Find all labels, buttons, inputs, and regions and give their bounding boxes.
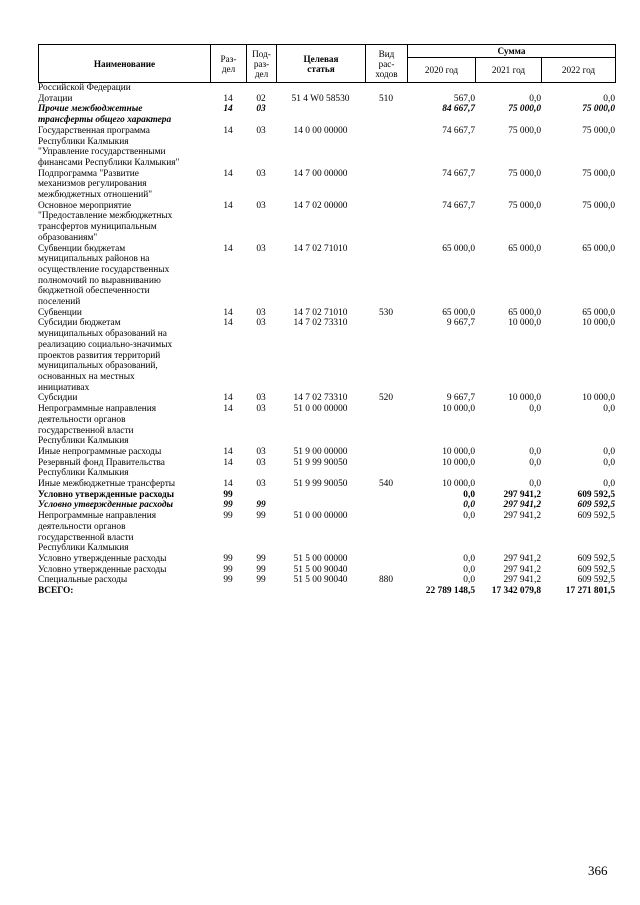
row-vid-rashodov: 520 xyxy=(378,393,394,404)
row-sum-2021: 75 000,0 xyxy=(508,200,541,211)
row-sum-2021: 0,0 xyxy=(529,479,541,490)
header-vid-rashodov: Вид рас- ходов xyxy=(366,45,408,83)
row-podrazdel: 03 xyxy=(256,318,266,329)
row-celevaya-statya xyxy=(276,104,365,125)
row-podrazdel: 03 xyxy=(256,200,266,211)
row-vid-rashodov xyxy=(365,404,407,447)
row-podrazdel: 03 xyxy=(256,104,266,115)
row-sum-2021: 10 000,0 xyxy=(508,318,541,329)
row-sum-2021: 297 941,2 xyxy=(503,489,541,500)
row-celevaya-statya xyxy=(276,500,365,511)
row-sum-2020: 65 000,0 xyxy=(442,243,475,254)
row-podrazdel: 03 xyxy=(256,479,266,490)
row-podrazdel: 03 xyxy=(256,168,266,179)
row-razdel: 14 xyxy=(223,200,233,211)
row-razdel: 99 xyxy=(223,564,233,575)
row-name: Специальные расходы xyxy=(38,575,128,586)
row-sum-2021: 65 000,0 xyxy=(508,243,541,254)
row-name: Субвенции бюджетам муниципальных районов на осуществление государственных полномочий по выравниванию бюджетной обеспеченности поселений xyxy=(38,243,170,308)
row-sum-2021: 0,0 xyxy=(529,404,541,415)
row-vid-rashodov xyxy=(365,104,407,125)
table-row xyxy=(38,511,615,554)
table-row xyxy=(38,393,615,404)
table-row xyxy=(38,94,615,105)
row-sum-2022: 609 592,5 xyxy=(577,500,615,511)
row-sum-2020: 22 789 148,5 xyxy=(425,586,475,597)
row-sum-2020: 0,0 xyxy=(463,564,475,575)
row-name: Субсидии бюджетам муниципальных образований на реализацию социально-значимых проектов развития территорий муниципальных образований, основанных на местных инициативах xyxy=(38,318,173,393)
row-sum-2020: 0,0 xyxy=(463,575,475,586)
row-podrazdel: 99 xyxy=(256,553,266,564)
row-sum-2020 xyxy=(407,83,475,94)
row-sum-2021: 10 000,0 xyxy=(508,393,541,404)
row-podrazdel: 03 xyxy=(256,446,266,457)
table-row xyxy=(38,83,615,94)
row-razdel: 99 xyxy=(223,575,233,586)
row-razdel: 14 xyxy=(223,457,233,468)
row-razdel: 99 xyxy=(223,489,233,500)
row-sum-2020: 84 667,7 xyxy=(442,104,475,115)
row-sum-2021: 0,0 xyxy=(529,457,541,468)
row-name: Подпрограмма "Развитие механизмов регулирования межбюджетных отношений" xyxy=(38,168,153,201)
row-vid-rashodov xyxy=(365,201,407,244)
row-sum-2020: 74 667,7 xyxy=(442,200,475,211)
row-name: ВСЕГО: xyxy=(38,586,74,597)
row-sum-2020: 74 667,7 xyxy=(442,125,475,136)
row-sum-2020: 0,0 xyxy=(463,489,475,500)
row-razdel: 14 xyxy=(223,307,233,318)
row-sum-2022: 75 000,0 xyxy=(582,168,615,179)
table-row xyxy=(38,500,615,511)
header-year-2020: 2020 год xyxy=(408,58,476,83)
row-sum-2020: 10 000,0 xyxy=(442,404,475,415)
row-sum-2022: 65 000,0 xyxy=(582,307,615,318)
row-razdel: 99 xyxy=(223,500,233,511)
row-vid-rashodov xyxy=(365,586,407,597)
row-razdel: 99 xyxy=(223,511,233,522)
row-name: Дотации xyxy=(38,93,73,104)
row-vid-rashodov xyxy=(365,126,407,169)
row-vid-rashodov: 530 xyxy=(378,307,394,318)
row-podrazdel: 03 xyxy=(256,404,266,415)
row-sum-2022: 75 000,0 xyxy=(582,125,615,136)
row-vid-rashodov: 510 xyxy=(378,93,394,104)
row-celevaya-statya: 51 4 W0 58530 xyxy=(291,93,350,104)
row-name: Непрограммные направления деятельности органов государственной власти Республики Калмыкия xyxy=(38,404,157,447)
row-celevaya-statya: 14 7 00 00000 xyxy=(293,168,348,179)
table-row xyxy=(38,201,615,244)
row-podrazdel: 99 xyxy=(256,511,266,522)
row-name: Условно утвержденные расходы xyxy=(38,564,167,575)
row-razdel: 14 xyxy=(223,104,233,115)
header-razdel: Раз- дел xyxy=(211,45,247,83)
row-celevaya-statya: 14 7 02 71010 xyxy=(293,243,348,254)
row-vid-rashodov xyxy=(365,83,407,94)
row-sum-2021: 75 000,0 xyxy=(508,104,541,115)
row-podrazdel: 02 xyxy=(256,93,266,104)
row-name: Иные межбюджетные трансферты xyxy=(38,479,176,490)
header-celevaya-statya: Целевая статья xyxy=(277,45,366,83)
row-celevaya-statya: 51 5 00 90040 xyxy=(293,575,348,586)
row-razdel: 14 xyxy=(223,243,233,254)
row-vid-rashodov xyxy=(365,458,407,479)
header-year-2021: 2021 год xyxy=(476,58,542,83)
row-sum-2020: 0,0 xyxy=(463,511,475,522)
row-sum-2020: 0,0 xyxy=(463,553,475,564)
row-name: Субсидии xyxy=(38,393,78,404)
row-razdel: 14 xyxy=(223,393,233,404)
row-celevaya-statya xyxy=(276,586,365,597)
row-celevaya-statya: 51 5 00 00000 xyxy=(293,553,348,564)
row-sum-2021: 0,0 xyxy=(529,93,541,104)
header-year-2022: 2022 год xyxy=(542,58,616,83)
row-sum-2022: 609 592,5 xyxy=(577,564,615,575)
table-row xyxy=(38,586,615,597)
row-sum-2022: 75 000,0 xyxy=(582,104,615,115)
row-vid-rashodov xyxy=(365,511,407,554)
row-name: Государственная программа Республики Калмыкия "Управление государственными финансами Республики Калмыкия" xyxy=(38,125,180,168)
table-row xyxy=(38,169,615,201)
row-sum-2021: 297 941,2 xyxy=(503,511,541,522)
row-celevaya-statya: 51 0 00 00000 xyxy=(293,511,348,522)
table-header xyxy=(38,44,616,83)
row-sum-2021: 75 000,0 xyxy=(508,168,541,179)
row-celevaya-statya: 14 7 02 00000 xyxy=(293,200,348,211)
row-sum-2022 xyxy=(541,83,615,94)
row-vid-rashodov xyxy=(365,565,407,576)
row-podrazdel: 03 xyxy=(256,393,266,404)
row-vid-rashodov xyxy=(365,500,407,511)
row-podrazdel: 03 xyxy=(256,307,266,318)
row-podrazdel: 03 xyxy=(256,243,266,254)
row-sum-2022: 0,0 xyxy=(603,479,615,490)
row-vid-rashodov xyxy=(365,244,407,308)
row-name: Условно утвержденные расходы xyxy=(38,489,175,500)
budget-page xyxy=(38,44,615,597)
row-podrazdel: 99 xyxy=(256,564,266,575)
row-razdel: 99 xyxy=(223,553,233,564)
row-celevaya-statya: 14 7 02 71010 xyxy=(293,307,348,318)
row-razdel: 14 xyxy=(223,479,233,490)
row-razdel: 14 xyxy=(223,125,233,136)
header-podrazdel: Под- раз- дел xyxy=(247,45,277,83)
row-sum-2021: 297 941,2 xyxy=(503,575,541,586)
row-sum-2022: 0,0 xyxy=(603,404,615,415)
row-sum-2021: 0,0 xyxy=(529,446,541,457)
row-sum-2022: 17 271 801,5 xyxy=(565,586,615,597)
row-vid-rashodov xyxy=(365,447,407,458)
row-sum-2020: 0,0 xyxy=(463,500,475,511)
table-row xyxy=(38,575,615,586)
row-sum-2021: 297 941,2 xyxy=(503,500,541,511)
row-sum-2021: 75 000,0 xyxy=(508,125,541,136)
row-celevaya-statya: 51 5 00 90040 xyxy=(293,564,348,575)
row-name: Основное мероприятие "Предоставление межбюджетных трансфертов муниципальным образованиям" xyxy=(38,200,173,243)
row-sum-2022: 609 592,5 xyxy=(577,553,615,564)
row-vid-rashodov xyxy=(365,169,407,201)
table-row xyxy=(38,404,615,447)
row-sum-2020: 65 000,0 xyxy=(442,307,475,318)
row-vid-rashodov xyxy=(365,490,407,501)
row-name: Непрограммные направления деятельности органов государственной власти Республики Калмыкия xyxy=(38,511,157,554)
row-celevaya-statya xyxy=(276,490,365,501)
row-podrazdel: 99 xyxy=(256,500,266,511)
row-razdel: 14 xyxy=(223,446,233,457)
row-razdel: 14 xyxy=(223,318,233,329)
row-celevaya-statya: 14 0 00 00000 xyxy=(293,125,348,136)
row-name: Резервный фонд Правительства Республики Калмыкия xyxy=(38,457,165,479)
table-row xyxy=(38,104,615,125)
row-sum-2020: 9 667,7 xyxy=(446,393,475,404)
row-razdel xyxy=(210,586,246,597)
row-celevaya-statya: 14 7 02 73310 xyxy=(293,393,348,404)
row-sum-2022: 0,0 xyxy=(603,446,615,457)
row-sum-2022: 10 000,0 xyxy=(582,393,615,404)
row-sum-2022: 609 592,5 xyxy=(577,511,615,522)
row-sum-2022: 609 592,5 xyxy=(577,575,615,586)
table-row xyxy=(38,479,615,490)
row-razdel: 14 xyxy=(223,93,233,104)
row-celevaya-statya: 51 9 99 90050 xyxy=(293,479,348,490)
row-name: Условно утвержденные расходы xyxy=(38,500,174,511)
row-podrazdel xyxy=(246,490,276,501)
row-podrazdel: 03 xyxy=(256,457,266,468)
row-name: Условно утвержденные расходы xyxy=(38,553,167,564)
row-sum-2022: 65 000,0 xyxy=(582,243,615,254)
header-name: Наименование xyxy=(39,45,211,83)
row-sum-2021: 297 941,2 xyxy=(503,564,541,575)
row-name: Российской Федерации xyxy=(38,83,131,93)
row-sum-2022: 0,0 xyxy=(603,93,615,104)
row-celevaya-statya: 51 0 00 00000 xyxy=(293,404,348,415)
row-sum-2021: 17 342 079,8 xyxy=(491,586,541,597)
row-sum-2021: 297 941,2 xyxy=(503,553,541,564)
row-sum-2020: 9 667,7 xyxy=(446,318,475,329)
row-podrazdel: 99 xyxy=(256,575,266,586)
row-sum-2021 xyxy=(475,83,541,94)
header-summa: Сумма xyxy=(408,45,616,58)
row-name: Иные непрограммные расходы xyxy=(38,446,162,457)
row-celevaya-statya xyxy=(276,83,365,94)
row-sum-2022: 75 000,0 xyxy=(582,200,615,211)
row-razdel xyxy=(210,83,246,94)
row-sum-2020: 74 667,7 xyxy=(442,168,475,179)
table-row xyxy=(38,565,615,576)
row-sum-2021: 65 000,0 xyxy=(508,307,541,318)
row-sum-2022: 0,0 xyxy=(603,457,615,468)
row-celevaya-statya: 14 7 02 73310 xyxy=(293,318,348,329)
row-sum-2022: 609 592,5 xyxy=(577,489,615,500)
row-celevaya-statya: 51 9 00 00000 xyxy=(293,446,348,457)
row-celevaya-statya: 51 9 99 90050 xyxy=(293,457,348,468)
row-sum-2022: 10 000,0 xyxy=(582,318,615,329)
table-row xyxy=(38,308,615,319)
table-row xyxy=(38,490,615,501)
table-row xyxy=(38,458,615,479)
table-row xyxy=(38,554,615,565)
row-podrazdel xyxy=(246,586,276,597)
row-sum-2020: 10 000,0 xyxy=(442,446,475,457)
row-podrazdel: 03 xyxy=(256,125,266,136)
table-row xyxy=(38,318,615,393)
row-vid-rashodov xyxy=(365,554,407,565)
page-number: 366 xyxy=(588,863,608,878)
row-sum-2020: 567,0 xyxy=(453,93,475,104)
table-row xyxy=(38,447,615,458)
row-podrazdel xyxy=(246,83,276,94)
row-name: Субвенции xyxy=(38,307,82,318)
row-razdel: 14 xyxy=(223,404,233,415)
row-sum-2020: 10 000,0 xyxy=(442,457,475,468)
table-row xyxy=(38,126,615,169)
budget-table xyxy=(38,83,615,597)
row-sum-2020: 10 000,0 xyxy=(442,479,475,490)
row-vid-rashodov xyxy=(365,318,407,393)
table-row xyxy=(38,244,615,308)
row-vid-rashodov: 880 xyxy=(378,575,394,586)
row-razdel: 14 xyxy=(223,168,233,179)
row-name: Прочие межбюджетные трансферты общего характера xyxy=(38,104,172,126)
row-vid-rashodov: 540 xyxy=(378,479,394,490)
